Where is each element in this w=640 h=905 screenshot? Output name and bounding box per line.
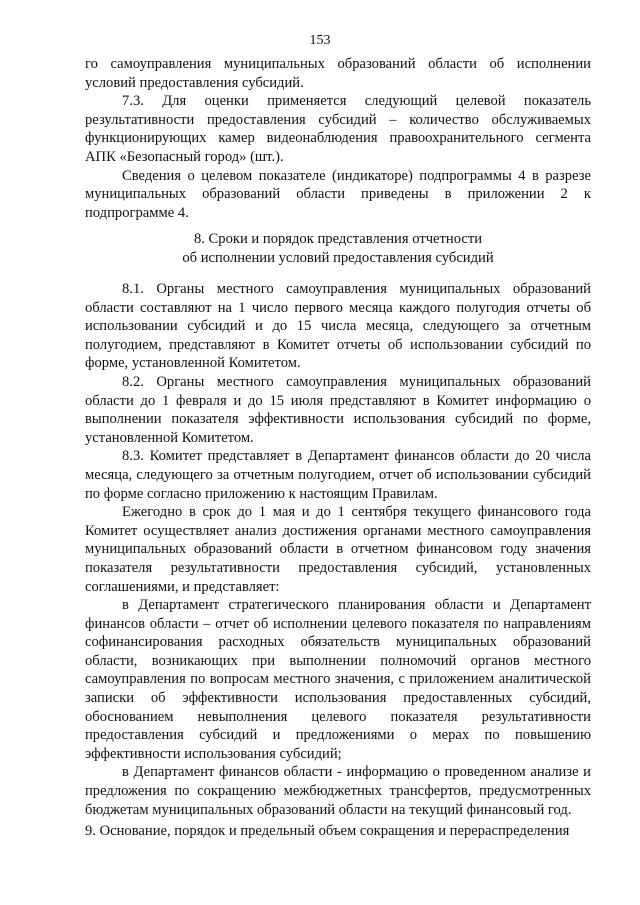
text-block-section-8 (85, 280, 591, 819)
paragraph-finance-dept: в Департамент финансов области - информацию о проведенном анализе и предложения по сокращению межбюджетных трансфертов, предусмотренных бюджетам муниципальных образований области на текущий финансовый год. (85, 764, 591, 818)
paragraph-annual-analysis: Ежегодно в срок до 1 мая и до 1 сентября текущего финансового года Комитет осуществляет анализ достижения органами местного самоуправления муниципальных образований области в отчетном финансовом году значения показателя результативности предоставления субсидий, установленных соглашениями, и представляет: (85, 504, 591, 595)
paragraph-indicator-info: Сведения о целевом показателе (индикаторе) подпрограммы 4 в разрезе муниципальных образований области приведены в приложении 2 к подпрограмме 4. (85, 167, 591, 221)
paragraph-strategic-dept: в Департамент стратегического планирования области и Департамент финансов области – отчет об исполнении целевого показателя по направлениям софинансирования расходных обязательств муниципальных образований области, возникающих при выполнении полномочий органов местного самоуправления по вопросам местного значения, с приложением аналитической записки об эффективности использования предоставленных субсидий, обоснованием невыполнения целевого показателя результативности предоставления субсидий и предложениями о мерах по повышению эффективности использования субсидий; (85, 597, 591, 762)
page-number: 153 (309, 33, 331, 48)
section-9-heading: 9. Основание, порядок и предельный объем сокращения и перераспределения (85, 823, 570, 839)
section-8-title-line-2: об исполнении условий предоставления субсидий (182, 250, 494, 266)
section-8-title-line-1: 8. Сроки и порядок представления отчетности (193, 231, 483, 247)
paragraph-8-3: 8.3. Комитет представляет в Департамент финансов области до 20 числа месяца, следующего за отчетным полугодием, отчет об использовании субсидий по форме согласно приложению к настоящим Правилам. (85, 448, 591, 502)
section-8-heading (85, 230, 591, 268)
text-block-top (85, 55, 591, 222)
paragraph-7-3: 7.3. Для оценки применяется следующий целевой показатель результативности предоставления субсидий – количество обслуживаемых функционирующих камер видеонаблюдения правоохранительного сегмента АПК «Безопасный город» (шт.). (85, 93, 591, 165)
paragraph-continuation: го самоуправления муниципальных образований области об исполнении условий предоставления субсидий. (85, 56, 591, 91)
paragraph-8-2: 8.2. Органы местного самоуправления муниципальных образований области до 1 февраля и до 15 июля представляют в Комитет информацию о выполнении показателя эффективности использования субсидий по форме, установленной Комитетом. (85, 373, 591, 446)
paragraph-8-1: 8.1. Органы местного самоуправления муниципальных образований области составляют на 1 число первого месяца каждого полугодия отчеты об использовании субсидий и до 15 числа месяца, следующего за отчетным полугодием, представляют в Комитет отчеты об использовании субсидий по форме, установленной Комитетом. (85, 281, 591, 372)
